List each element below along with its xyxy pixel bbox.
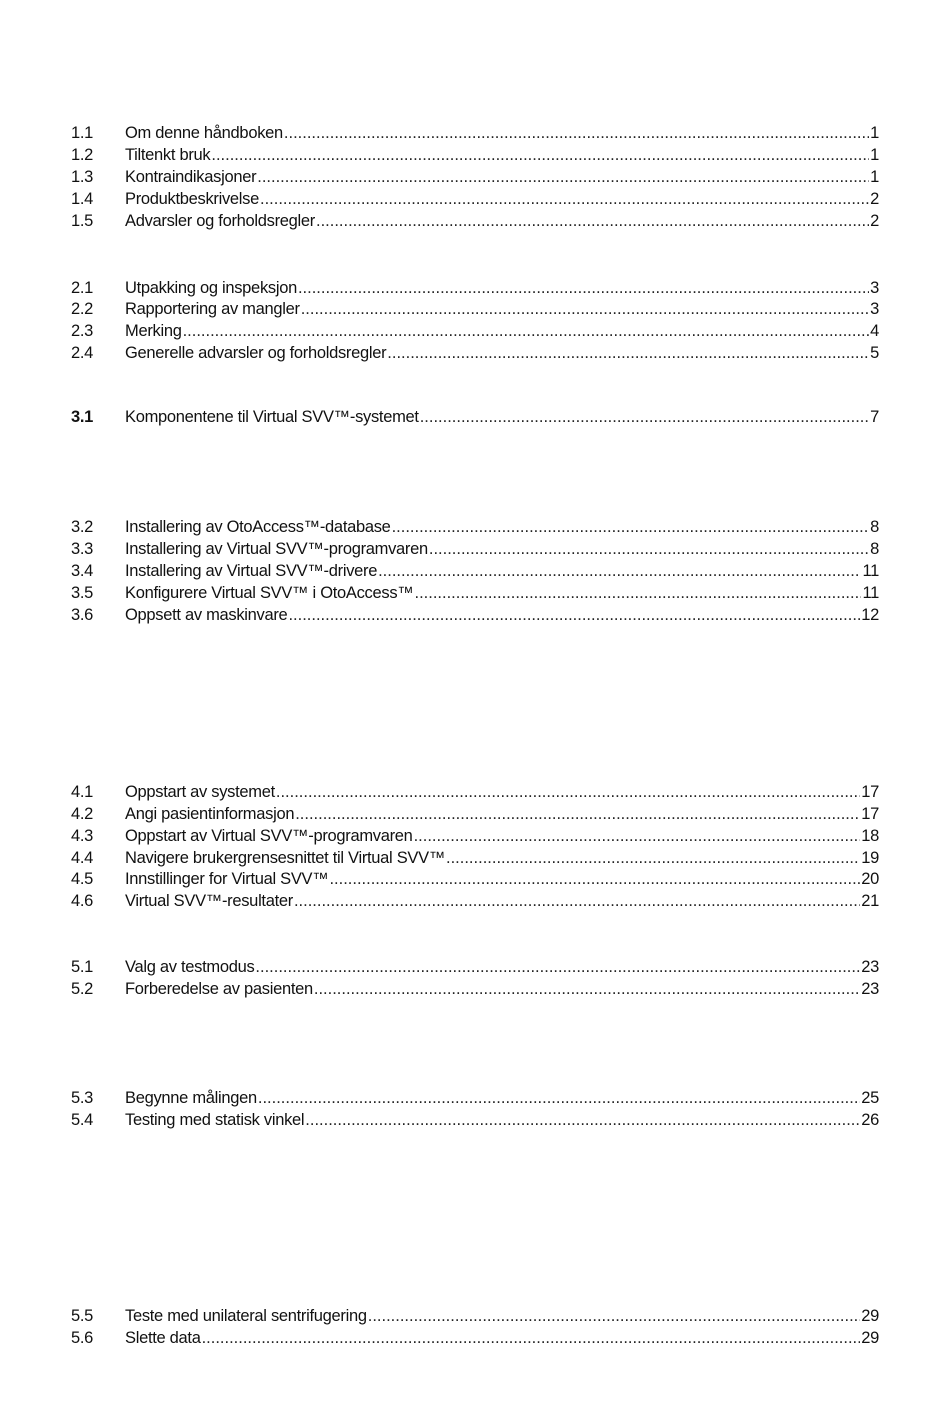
toc-entry-1-1[interactable] [71,122,879,144]
toc-entry-number: 5.3 [71,1089,94,1107]
toc-entry-number: 3.1 [71,408,94,426]
dot-leader [202,1327,861,1349]
toc-entry-page: 8 [870,518,879,536]
dot-leader [183,320,870,342]
toc-entry-title: Rapportering av mangler [125,300,300,318]
dot-leader [257,166,869,188]
toc-entry-1-3[interactable] [71,166,879,188]
toc-entry-number: 2.4 [71,344,94,362]
toc-entry-number: 4.4 [71,849,94,867]
toc-entry-title: Teste med unilateral sentrifugering [125,1307,367,1325]
toc-entry-title: Installering av Virtual SVV™-programvaren [125,540,428,558]
toc-entry-4-6[interactable] [71,890,879,912]
toc-entry-title: Navigere brukergrensesnittet til Virtual SVV™ [125,849,446,867]
toc-entry-number: 1.1 [71,124,94,142]
dot-leader [414,582,861,604]
dot-leader [294,890,860,912]
toc-entry-title: Produktbeskrivelse [125,190,259,208]
toc-entry-1-4[interactable] [71,188,879,210]
dot-leader [284,122,869,144]
toc-entry-title: Valg av testmodus [125,958,255,976]
toc-entry-page: 2 [870,212,879,230]
dot-leader [288,604,860,626]
toc-entry-page: 19 [861,849,879,867]
toc-entry-number: 3.4 [71,562,94,580]
dot-leader [392,516,870,538]
toc-entry-title: Kontraindikasjoner [125,168,257,186]
toc-entry-3-5[interactable] [71,582,879,604]
toc-entry-page: 29 [861,1329,879,1347]
toc-entry-page: 25 [861,1089,879,1107]
toc-entry-number: 5.2 [71,980,94,998]
dot-leader [429,538,869,560]
toc-entry-number: 5.5 [71,1307,94,1325]
toc-entry-title: Forberedelse av pasienten [125,980,313,998]
toc-entry-number: 3.5 [71,584,94,602]
toc-entry-page: 2 [870,190,879,208]
toc-entry-title: Testing med statisk vinkel [125,1111,305,1129]
toc-entry-3-4[interactable] [71,560,879,582]
toc-entry-number: 1.3 [71,168,94,186]
dot-leader [298,277,869,299]
dot-leader [420,406,869,428]
toc-entry-title: Installering av OtoAccess™-database [125,518,391,536]
toc-entry-number: 1.2 [71,146,94,164]
toc-entry-number: 4.1 [71,783,94,801]
toc-entry-page: 20 [861,870,879,888]
toc-entry-number: 5.6 [71,1329,94,1347]
toc-entry-title: Oppstart av Virtual SVV™-programvaren [125,827,413,845]
toc-entry-1-5[interactable] [71,210,879,232]
toc-entry-page: 12 [861,606,879,624]
toc-entry-page: 4 [870,322,879,340]
toc-entry-title: Installering av Virtual SVV™-drivere [125,562,378,580]
toc-entry-5-5[interactable] [71,1305,879,1327]
toc-entry-number: 4.5 [71,870,94,888]
toc-entry-number: 2.3 [71,322,94,340]
toc-entry-5-4[interactable] [71,1109,879,1131]
dot-leader [414,825,861,847]
toc-entry-3-3[interactable] [71,538,879,560]
dot-leader [276,781,860,803]
toc-entry-2-1[interactable] [71,277,879,299]
toc-entry-5-1[interactable] [71,956,879,978]
toc-entry-5-2[interactable] [71,978,879,1000]
toc-entry-page: 1 [870,146,879,164]
toc-entry-4-5[interactable] [71,868,879,890]
toc-entry-title: Konfigurere Virtual SVV™ i OtoAccess™ [125,584,414,602]
toc-entry-3-1[interactable] [71,406,879,428]
dot-leader [301,298,869,320]
toc-entry-title: Angi pasientinformasjon [125,805,295,823]
toc-entry-page: 18 [861,827,879,845]
dot-leader [255,956,860,978]
toc-entry-number: 3.2 [71,518,94,536]
toc-entry-5-6[interactable] [71,1327,879,1349]
toc-entry-number: 3.6 [71,606,94,624]
toc-entry-number: 2.2 [71,300,94,318]
toc-entry-4-1[interactable] [71,781,879,803]
toc-entry-page: 7 [870,408,879,426]
dot-leader [258,1087,860,1109]
toc-entry-1-2[interactable] [71,144,879,166]
toc-entry-title: Tiltenkt bruk [125,146,211,164]
toc-entry-page: 23 [861,980,879,998]
toc-entry-3-2[interactable] [71,516,879,538]
toc-entry-4-2[interactable] [71,803,879,825]
dot-leader [211,144,869,166]
toc-entry-page: 1 [870,168,879,186]
toc-entry-title: Advarsler og forholdsregler [125,212,315,230]
dot-leader [314,978,860,1000]
toc-entry-5-3[interactable] [71,1087,879,1109]
toc-entry-number: 4.3 [71,827,94,845]
toc-entry-page: 1 [870,124,879,142]
toc-entry-title: Innstillinger for Virtual SVV™ [125,870,329,888]
toc-entry-2-2[interactable] [71,298,879,320]
toc-entry-page: 17 [861,805,879,823]
toc-entry-page: 29 [861,1307,879,1325]
toc-entry-page: 26 [861,1111,879,1129]
toc-entry-number: 1.5 [71,212,94,230]
toc-entry-page: 8 [870,540,879,558]
toc-entry-page: 11 [862,562,879,580]
toc-entry-page: 21 [861,892,879,910]
dot-leader [316,210,869,232]
toc-entry-title: Slette data [125,1329,201,1347]
toc-entry-title: Utpakking og inspeksjon [125,279,297,297]
toc-entry-number: 1.4 [71,190,94,208]
dot-leader [260,188,869,210]
toc-entry-4-3[interactable] [71,825,879,847]
toc-entry-page: 17 [861,783,879,801]
toc-entry-2-4[interactable] [71,342,879,364]
toc-entry-number: 5.4 [71,1111,94,1129]
toc-entry-page: 11 [862,584,879,602]
toc-entry-page: 23 [861,958,879,976]
toc-entry-3-6[interactable] [71,604,879,626]
toc-entry-title: Oppsett av maskinvare [125,606,288,624]
toc-entry-4-4[interactable] [71,847,879,869]
toc-entry-title: Begynne målingen [125,1089,257,1107]
dot-leader [446,847,860,869]
toc-entry-number: 4.2 [71,805,94,823]
dot-leader [387,342,869,364]
toc-entry-title: Komponentene til Virtual SVV™-systemet [125,408,419,426]
toc-entry-page: 3 [870,279,879,297]
toc-entry-number: 3.3 [71,540,94,558]
toc-entry-title: Merking [125,322,182,340]
toc-entry-page: 5 [870,344,879,362]
toc-entry-number: 4.6 [71,892,94,910]
dot-leader [295,803,860,825]
toc-entry-title: Om denne håndboken [125,124,283,142]
toc-entry-number: 5.1 [71,958,94,976]
toc-entry-title: Generelle advarsler og forholdsregler [125,344,387,362]
dot-leader [368,1305,861,1327]
toc-entry-title: Virtual SVV™-resultater [125,892,293,910]
toc-entry-page: 3 [870,300,879,318]
toc-entry-number: 2.1 [71,279,94,297]
toc-entry-title: Oppstart av systemet [125,783,275,801]
toc-entry-2-3[interactable] [71,320,879,342]
dot-leader [305,1109,860,1131]
dot-leader [378,560,861,582]
dot-leader [329,868,860,890]
